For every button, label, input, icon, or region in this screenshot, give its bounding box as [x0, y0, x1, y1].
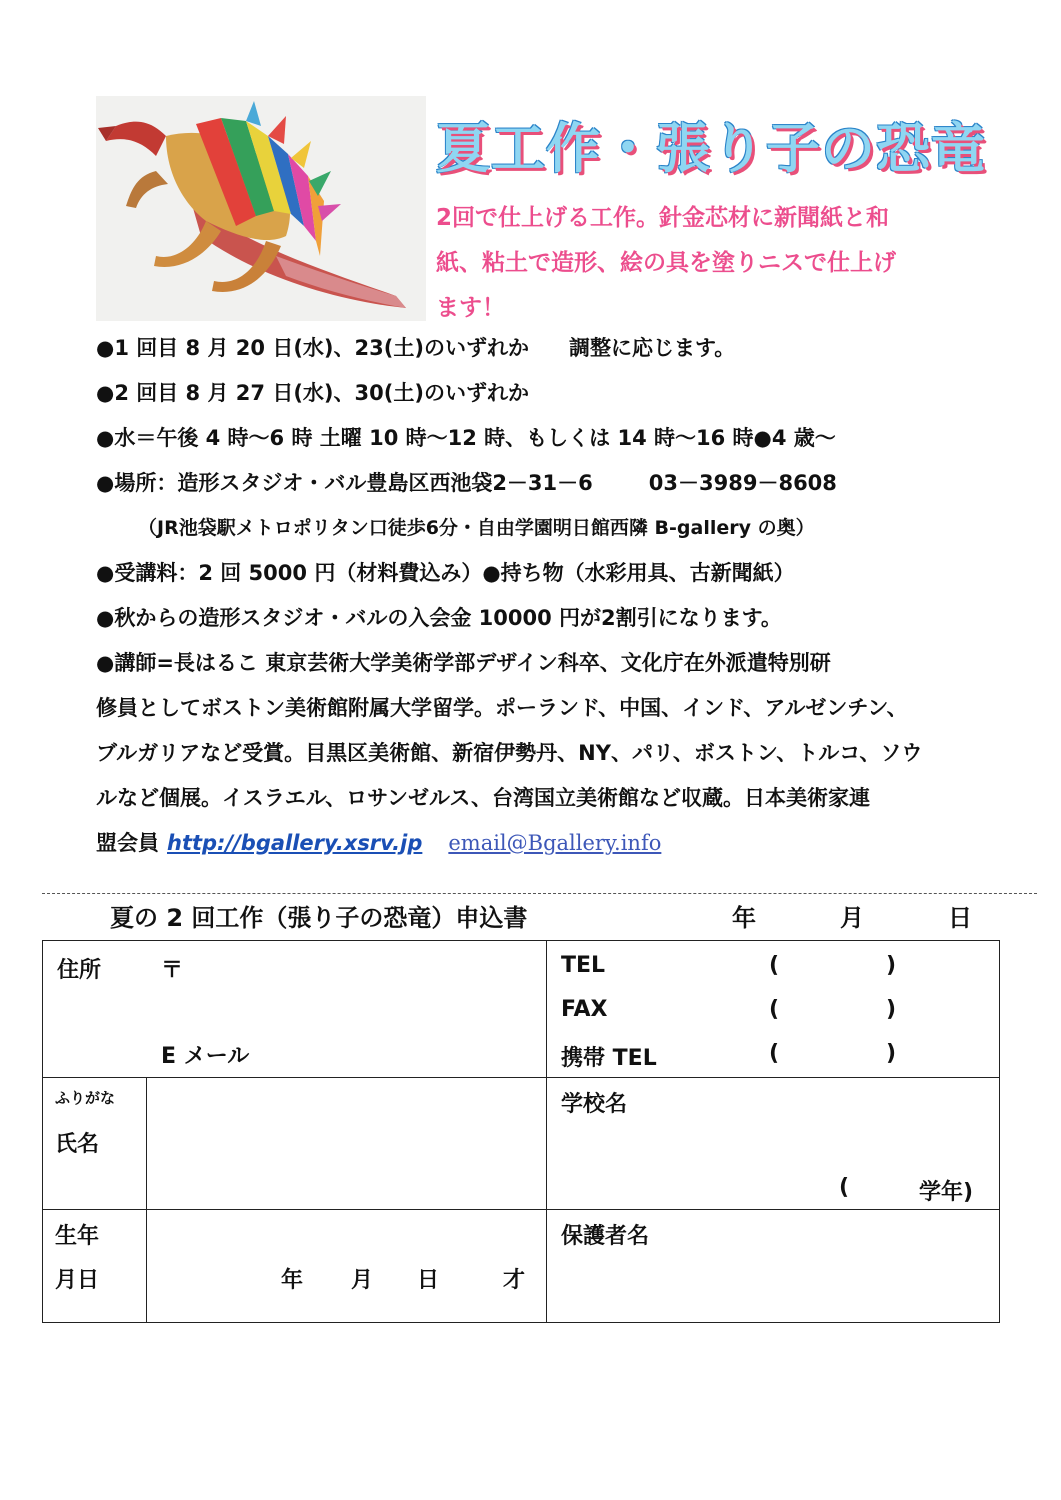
- place-text: ●場所：造形スタジオ・バル豊島区西池袋2－31－6: [96, 471, 593, 495]
- session1-line: [96, 326, 976, 371]
- address-field[interactable]: [193, 951, 533, 1021]
- birthdate-field[interactable]: [153, 1215, 538, 1255]
- postal-mark: 〒: [161, 958, 184, 983]
- place-line: [96, 461, 976, 506]
- age-unit: 才: [503, 1268, 526, 1293]
- birth-day-unit: 日: [417, 1268, 440, 1293]
- discount-line: ●秋からの造形スタジオ・バルの入会金 10000 円が2割引になります。: [96, 606, 782, 630]
- birth-label-line1: 生年: [55, 1224, 100, 1249]
- intro-line: 2回で仕上げる工作。針金芯材に新聞紙と和: [436, 205, 890, 231]
- birth-month-unit: 月: [351, 1268, 374, 1293]
- tel-field[interactable]: [683, 951, 983, 985]
- mobile-paren-close: ): [886, 1041, 897, 1066]
- cut-line-divider: [42, 893, 1037, 894]
- session1-note: 調整に応じます。: [568, 336, 736, 360]
- email-field[interactable]: [273, 1036, 533, 1070]
- school-label: 学校名: [561, 1092, 628, 1117]
- access-line: （JR池袋駅メトロポリタン口徒歩6分・自由学園明日館西隣 B-gallery の奥）: [138, 517, 815, 539]
- guardian-field[interactable]: [683, 1215, 983, 1315]
- lecturer-bio: [96, 641, 976, 866]
- lecturer-line: ブルガリアなど受賞。目黒区美術館、新宿伊勢丹、NY、パリ、ボストン、トルコ、ソウ: [96, 741, 923, 765]
- fax-label: FAX: [561, 997, 608, 1022]
- session2-line: ●2 回目 8 月 27 日(水)、30(土)のいずれか: [96, 381, 529, 405]
- guardian-label: 保護者名: [561, 1224, 650, 1249]
- email-label: E メール: [161, 1044, 250, 1069]
- birth-year-unit: 年: [281, 1268, 304, 1293]
- grade-paren-open: (: [839, 1175, 850, 1200]
- fax-paren-close: ): [886, 997, 897, 1022]
- grade-label: 学年): [919, 1180, 974, 1205]
- column-divider: [546, 941, 547, 1322]
- furigana-label: ふりがな: [55, 1089, 116, 1107]
- birth-label-line2: 月日: [55, 1268, 100, 1293]
- event-details: [96, 326, 976, 866]
- row-divider: [43, 1209, 999, 1210]
- form-date: [732, 898, 1056, 933]
- lecturer-line: ●講師=長はるこ 東京芸術大学美術学部デザイン科卒、文化庁在外派遣特別研: [96, 651, 831, 675]
- date-month-label: 月: [840, 904, 864, 932]
- mobile-paren-open: (: [769, 1041, 780, 1066]
- membership-prefix: 盟会員: [96, 831, 159, 855]
- fee-line: ●受講料：2 回 5000 円（材料費込み）●持ち物（水彩用具、古新聞紙）: [96, 561, 795, 585]
- session1-text: ●1 回目 8 月 20 日(水)、23(土)のいずれか: [96, 336, 529, 360]
- address-label: 住所: [57, 958, 102, 983]
- mobile-tel-field[interactable]: [683, 1039, 983, 1073]
- tel-label: TEL: [561, 953, 606, 978]
- dinosaur-photo: [96, 96, 426, 321]
- tel-paren-close: ): [886, 953, 897, 978]
- date-year-label: 年: [732, 904, 756, 932]
- times-line: ●水＝午後 4 時～6 時 土曜 10 時～12 時、もしくは 14 時～16 時●4 歳～: [96, 426, 836, 450]
- mobile-tel-label: 携帯 TEL: [561, 1046, 657, 1071]
- website-link[interactable]: http://bgallery.xsrv.jp: [167, 831, 423, 855]
- column-divider: [146, 1077, 147, 1322]
- name-field[interactable]: [153, 1083, 538, 1203]
- date-day-label: 日: [948, 904, 972, 932]
- application-form: [42, 940, 1000, 1323]
- intro-text: [436, 196, 966, 331]
- email-link[interactable]: email@Bgallery.info: [448, 831, 662, 855]
- phone-number: 03－3989－8608: [648, 471, 837, 495]
- name-label: 氏名: [55, 1132, 100, 1157]
- row-divider: [43, 1077, 999, 1078]
- membership-line: [96, 821, 976, 866]
- form-heading: 夏の 2 回工作（張り子の恐竜）申込書: [110, 904, 528, 932]
- intro-line: ます！: [436, 295, 505, 321]
- lecturer-line: 修員としてボストン美術館附属大学留学。ポーランド、中国、インド、アルゼンチン、: [96, 696, 908, 720]
- page-title: 夏工作・張り子の恐竜: [436, 117, 986, 180]
- fax-paren-open: (: [769, 997, 780, 1022]
- tel-paren-open: (: [769, 953, 780, 978]
- school-field[interactable]: [683, 1083, 983, 1163]
- lecturer-line: ルなど個展。イスラエル、ロサンゼルス、台湾国立美術館など収蔵。日本美術家連: [96, 786, 871, 810]
- fax-field[interactable]: [683, 995, 983, 1029]
- intro-line: 紙、粘土で造形、絵の具を塗りニスで仕上げ: [436, 250, 896, 276]
